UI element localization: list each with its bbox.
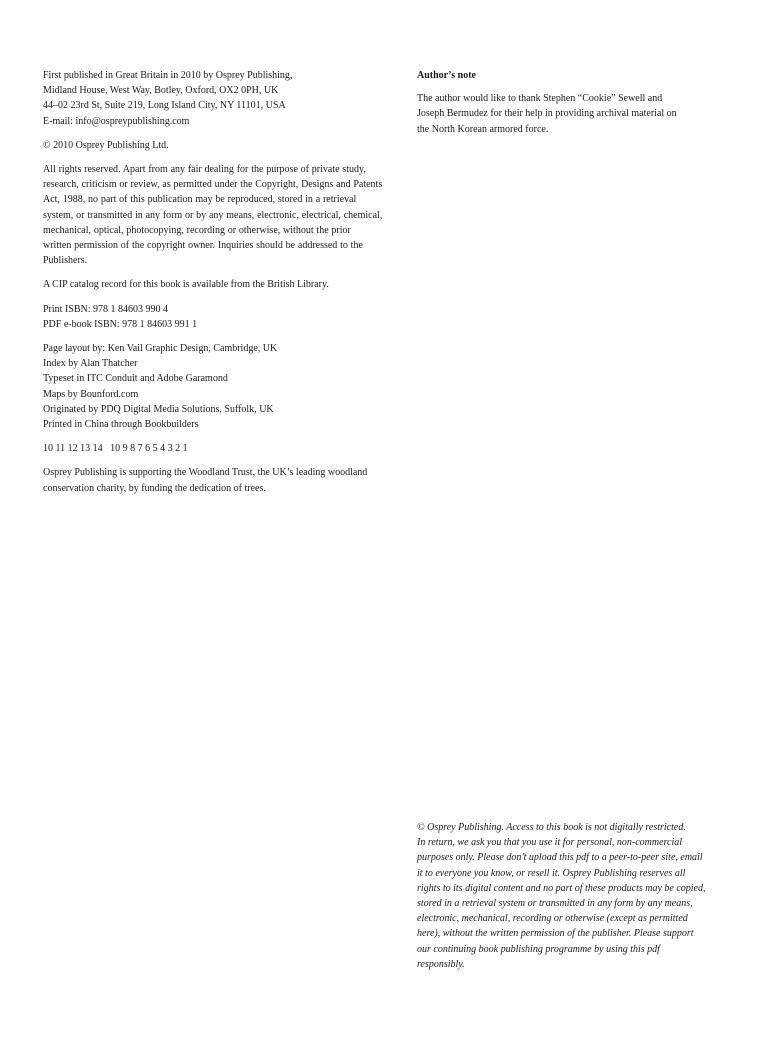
publisher-address: [43, 68, 393, 129]
rights-line: mechanical, optical, photocopying, recording or otherwise, without the prior: [43, 224, 351, 236]
isbn-line: Print ISBN: 978 1 84603 990 4: [43, 303, 169, 315]
trust-line: conservation charity, by funding the dedication of trees.: [43, 482, 266, 494]
rights-statement: [43, 162, 393, 268]
production-credits: [43, 341, 393, 432]
credit-line: Index by Alan Thatcher: [43, 358, 138, 370]
publisher-info-column: [43, 68, 393, 505]
authors-note-line: The author would like to thank Stephen “Cookie” Sewell and: [417, 93, 663, 105]
notice-line: rights to its digital content and no part of these products may be copied,: [417, 882, 706, 894]
rights-line: research, criticism or review, as permitted under the Copyright, Designs and Patents: [43, 179, 383, 191]
notice-line: electronic, mechanical, recording or otherwise (except as permitted: [417, 913, 688, 925]
rights-line: system, or transmitted in any form or by any means, electronic, electrical, chemical,: [43, 209, 383, 221]
rights-line: written permission of the copyright owner. Inquiries should be addressed to the: [43, 240, 363, 252]
authors-note-body: [417, 91, 717, 137]
trust-line: Osprey Publishing is supporting the Woodland Trust, the UK’s leading woodland: [43, 467, 368, 479]
rights-line: Act, 1988, no part of this publication may be reproduced, stored in a retrieval: [43, 194, 357, 206]
credit-line: Maps by Bounford.com: [43, 388, 139, 400]
credit-line: Typeset in ITC Conduit and Adobe Garamond: [43, 373, 228, 385]
isbn-block: [43, 302, 393, 332]
notice-line: responsibly.: [417, 958, 465, 970]
notice-line: here), without the written permission of the publisher. Please support: [417, 928, 694, 940]
notice-line: purposes only. Please don’t upload this pdf to a peer-to-peer site, email: [417, 852, 703, 864]
printing-numbers: 10 11 12 13 14 10 9 8 7 6 5 4 3 2 1: [43, 443, 188, 455]
notice-line: our continuing book publishing programme by using this pdf: [417, 943, 660, 955]
address-line: First published in Great Britain in 2010 by Osprey Publishing,: [43, 70, 293, 81]
credit-line: Page layout by: Ken Vail Graphic Design, Cambridge, UK: [43, 343, 278, 355]
access-notice: [417, 820, 707, 972]
address-line: Midland House, West Way, Botley, Oxford, OX2 0PH, UK: [43, 85, 279, 97]
address-line: E-mail: info@ospreypublishing.com: [43, 115, 190, 127]
notice-line: © Osprey Publishing. Access to this book is not digitally restricted.: [417, 822, 686, 833]
woodland-trust-note: [43, 465, 393, 495]
notice-line: In return, we ask you that you use it for personal, non-commercial: [417, 837, 683, 849]
rights-line: All rights reserved. Apart from any fair dealing for the purpose of private study,: [43, 164, 366, 176]
authors-note-line: the North Korean armored force.: [417, 123, 549, 135]
cip-record: A CIP catalog record for this book is available from the British Library.: [43, 279, 329, 291]
notice-line: stored in a retrieval system or transmitted in any form by any means,: [417, 898, 693, 910]
address-line: 44–02 23rd St, Suite 219, Long Island City, NY 11101, USA: [43, 100, 286, 112]
authors-note-heading: Author’s note: [417, 70, 476, 81]
authors-note-line: Joseph Bermudez for their help in providing archival material on: [417, 108, 677, 120]
authors-note-column: [417, 68, 717, 146]
credit-line: Originated by PDQ Digital Media Solutions, Suffolk, UK: [43, 403, 274, 415]
rights-line: Publishers.: [43, 255, 88, 267]
isbn-line: PDF e-book ISBN: 978 1 84603 991 1: [43, 318, 198, 330]
notice-line: it to everyone you know, or resell it. Osprey Publishing reserves all: [417, 867, 686, 879]
copyright-line: © 2010 Osprey Publishing Ltd.: [43, 139, 169, 151]
credit-line: Printed in China through Bookbuilders: [43, 419, 199, 431]
